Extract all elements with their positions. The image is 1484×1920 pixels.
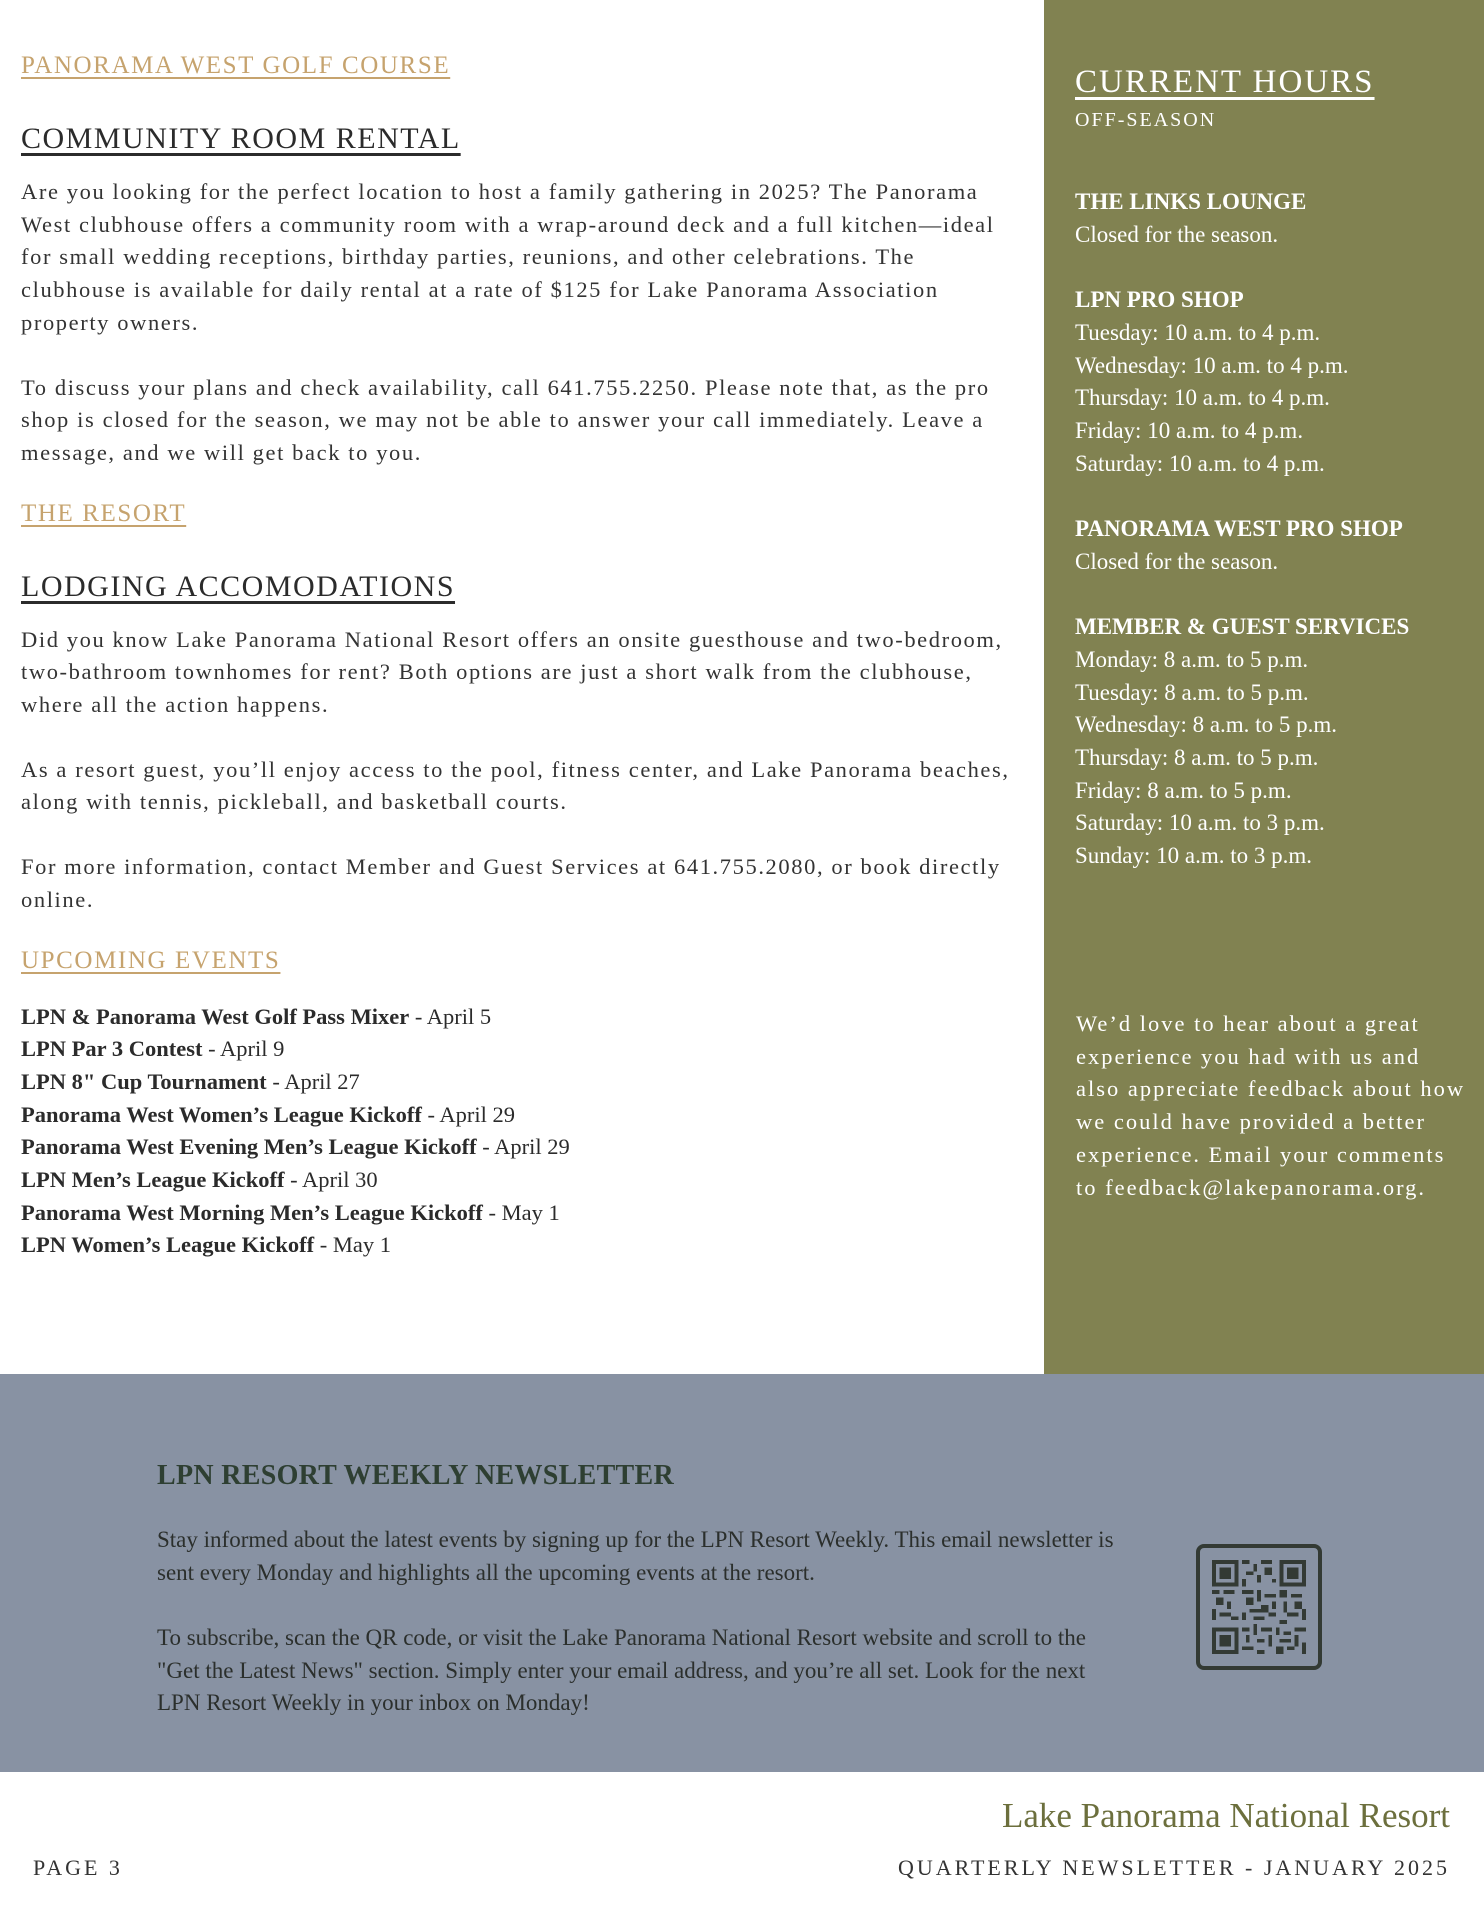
event-date: - April 29 [421,1101,515,1127]
events-list [21,1001,1021,1263]
event-name: LPN Men’s League Kickoff [21,1167,285,1193]
event-item [21,1099,1021,1132]
event-name: Panorama West Women’s League Kickoff [21,1101,422,1127]
issue-label: QUARTERLY NEWSLETTER - JANUARY 2025 [897,1855,1450,1880]
event-item [21,1066,1021,1099]
footer-brand: Lake Panorama National Resort [1001,1796,1450,1835]
events-kicker[interactable]: UPCOMING EVENTS [21,946,281,974]
hours-line: Sunday: 10 a.m. to 3 p.m. [1075,843,1313,869]
event-item [21,1131,1021,1164]
hours-line: Saturday: 10 a.m. to 4 p.m. [1075,450,1325,476]
event-item [21,1229,1021,1262]
event-item [21,1001,1021,1034]
lodging-paragraph-3: For more information, contact Member and Guest Services at 641.755.2080, or book directly online. [21,854,1001,912]
hours-line: Friday: 10 a.m. to 4 p.m. [1075,417,1304,443]
event-date: - May 1 [482,1199,560,1225]
hours-section-title: MEMBER & GUEST SERVICES [1075,614,1410,640]
event-name: Panorama West Morning Men’s League Kickoff [21,1199,483,1225]
panorama-west-pro-shop-hours [1075,513,1475,578]
lpn-pro-shop-hours [1075,284,1475,480]
event-name: LPN & Panorama West Golf Pass Mixer [21,1003,410,1029]
hours-line: Friday: 8 a.m. to 5 p.m. [1075,777,1292,803]
community-room-paragraph-1: Are you looking for the perfect location to host a family gathering in 2025? The Panorama West clubhouse offers a community room with a wrap-around deck and a full kitchen—ideal for small wedding receptions, birthday parties, reunions, and other celebrations. The clubhouse is available for daily rental at a rate of $125 for Lake Panorama Association property owners. [21,179,995,335]
hours-line: Closed for the season. [1075,221,1279,247]
event-item [21,1197,1021,1230]
event-item [21,1164,1021,1197]
golf-course-kicker[interactable]: PANORAMA WEST GOLF COURSE [21,52,451,79]
newsletter-paragraph-2: To subscribe, scan the QR code, or visit the Lake Panorama National Resort website and scroll to the "Get the Latest News" section. Simply enter your email address, and you’re all set. Look for the next LPN Resort Weekly in your inbox on Monday! [157,1625,1087,1716]
newsletter-title: LPN RESORT WEEKLY NEWSLETTER [157,1460,675,1491]
hours-sidebar [1044,0,1484,1374]
event-name: LPN Women’s League Kickoff [21,1232,315,1258]
event-date: - April 5 [409,1003,492,1029]
event-item [21,1033,1021,1066]
event-name: LPN 8" Cup Tournament [21,1068,267,1094]
hours-line: Tuesday: 10 a.m. to 4 p.m. [1075,319,1321,345]
lodging-heading: LODGING ACCOMODATIONS [21,569,456,603]
current-hours-title: CURRENT HOURS [1075,64,1375,100]
event-date: - April 9 [202,1036,285,1062]
feedback-note: We’d love to hear about a great experience you had with us and also appreciate feedback about how we could have provided a better experience. Email your comments to feedback@lakepanorama.org. [1076,1011,1466,1200]
hours-line: Wednesday: 8 a.m. to 5 p.m. [1075,712,1337,738]
hours-line: Tuesday: 8 a.m. to 5 p.m. [1075,679,1309,705]
main-column [21,52,1021,1262]
community-room-heading: COMMUNITY ROOM RENTAL [21,122,461,155]
lodging-paragraph-1: Did you know Lake Panorama National Resort offers an onsite guesthouse and two-bedroom, two-bathroom townhomes for rent? Both options are just a short walk from the clubhouse, where all the action happens. [21,626,1003,718]
event-date: - May 1 [314,1232,391,1258]
resort-kicker[interactable]: THE RESORT [21,499,187,527]
hours-line: Thursday: 8 a.m. to 5 p.m. [1075,744,1319,770]
hours-section-title: PANORAMA WEST PRO SHOP [1075,516,1403,541]
qr-code[interactable] [1196,1544,1322,1670]
event-name: LPN Par 3 Contest [21,1036,203,1062]
community-room-paragraph-2: To discuss your plans and check availability, call 641.755.2250. Please note that, as the pro shop is closed for the season, we may not be able to answer your call immediately. Leave a message, and we will get back to you. [21,374,990,465]
hours-line: Thursday: 10 a.m. to 4 p.m. [1075,385,1330,411]
off-season-label: OFF-SEASON [1075,109,1217,131]
hours-line: Closed for the season. [1075,548,1279,574]
qr-code-icon [1212,1560,1306,1654]
hours-panel [1075,64,1475,873]
lodging-paragraph-2: As a resort guest, you’ll enjoy access to the pool, fitness center, and Lake Panorama beaches, along with tennis, pickleball, and basketball courts. [21,756,1010,815]
hours-line: Wednesday: 10 a.m. to 4 p.m. [1075,352,1349,378]
event-date: - April 27 [266,1068,360,1094]
hours-section-title: LPN PRO SHOP [1075,287,1244,313]
newsletter-paragraph-1: Stay informed about the latest events by signing up for the LPN Resort Weekly. This email newsletter is sent every Monday and highlights all the upcoming events at the resort. [157,1527,1114,1585]
page-number: PAGE 3 [33,1855,123,1880]
links-lounge-hours [1075,186,1475,251]
event-name: Panorama West Evening Men’s League Kickoff [21,1134,477,1160]
event-date: - April 29 [476,1134,570,1160]
hours-section-title: THE LINKS LOUNGE [1075,189,1307,214]
event-date: - April 30 [284,1167,378,1193]
hours-line: Saturday: 10 a.m. to 3 p.m. [1075,810,1325,836]
member-guest-services-hours [1075,611,1475,873]
hours-line: Monday: 8 a.m. to 5 p.m. [1075,646,1309,672]
